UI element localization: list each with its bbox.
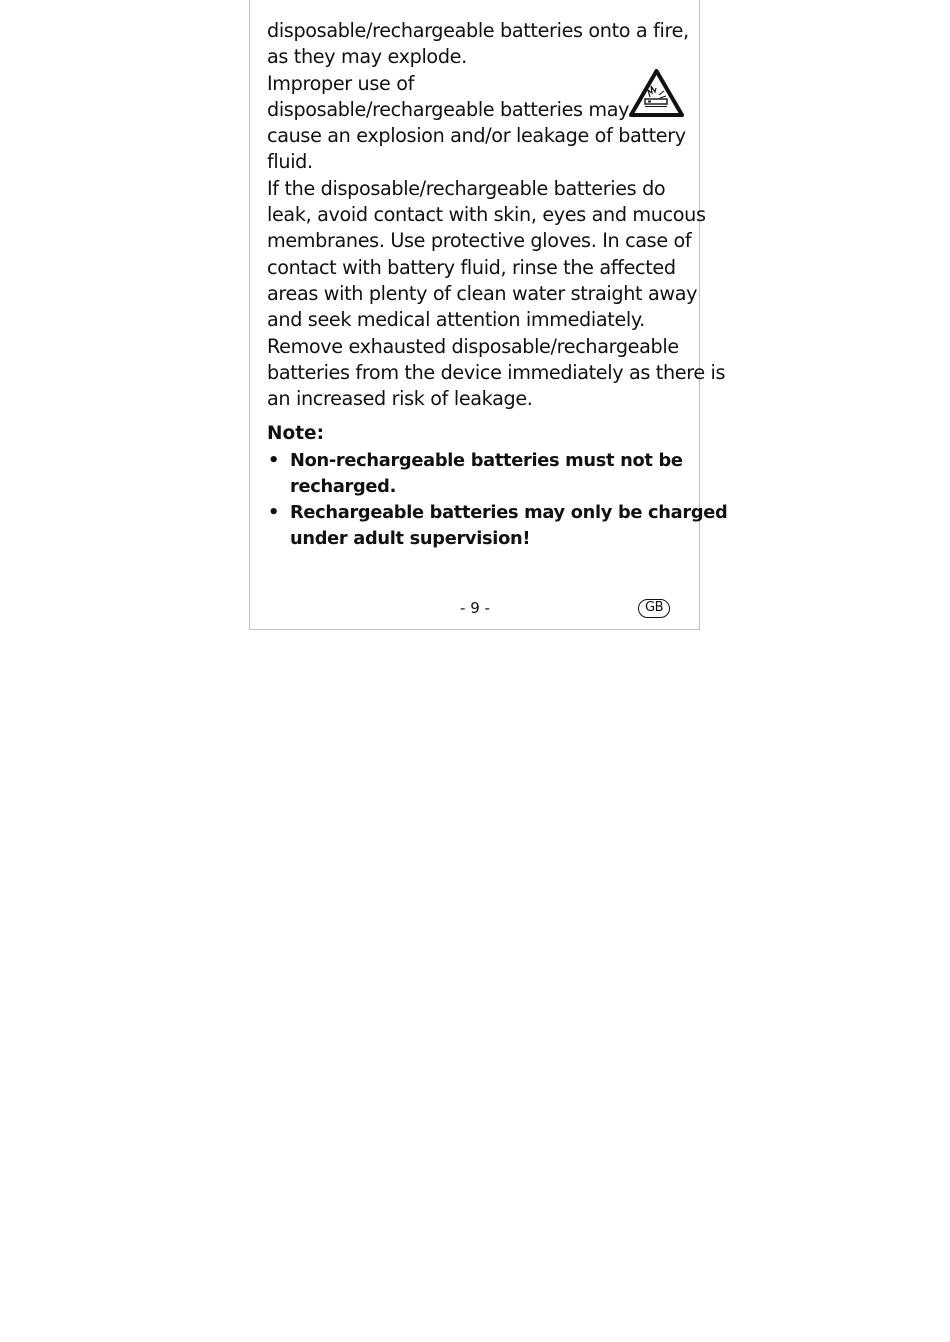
body-line: batteries from the device immediately as there is xyxy=(267,360,726,384)
body-line: areas with plenty of clean water straight away xyxy=(267,281,698,305)
bullet: • xyxy=(268,450,280,471)
body-line: disposable/rechargeable batteries onto a fire, xyxy=(267,19,689,42)
body-line: cause an explosion and/or leakage of battery xyxy=(267,124,686,148)
body-line: fluid. xyxy=(267,150,313,174)
body-text xyxy=(267,18,726,412)
body-line: membranes. Use protective gloves. In case of xyxy=(267,229,692,253)
body-line: as they may explode. xyxy=(267,45,467,69)
body-line: and seek medical attention immediately. xyxy=(267,308,645,332)
body-line: If the disposable/rechargeable batteries do xyxy=(267,176,666,200)
list-item xyxy=(267,448,687,500)
note-heading: Note: xyxy=(267,423,324,444)
list-item xyxy=(267,500,728,552)
body-line: Remove exhausted disposable/rechargeable xyxy=(267,334,679,358)
explosion-warning-icon xyxy=(629,69,684,117)
body-line: leak, avoid contact with skin, eyes and mucous xyxy=(267,203,706,227)
list-item-line: Non-rechargeable batteries must not be xyxy=(290,450,683,471)
list-item-line: Rechargeable batteries may only be charged xyxy=(290,502,728,523)
bullet: • xyxy=(268,502,280,523)
list-item-line: under adult supervision! xyxy=(290,528,531,549)
list-item-line: recharged. xyxy=(290,476,397,497)
page-number: - 9 - xyxy=(460,599,490,617)
body-line: an increased risk of leakage. xyxy=(267,387,533,411)
note-list xyxy=(267,448,728,552)
body-line: Improper use of xyxy=(267,71,415,95)
language-badge: GB xyxy=(638,599,670,618)
body-line: contact with battery fluid, rinse the affected xyxy=(267,255,676,279)
body-line: disposable/rechargeable batteries may xyxy=(267,97,630,121)
